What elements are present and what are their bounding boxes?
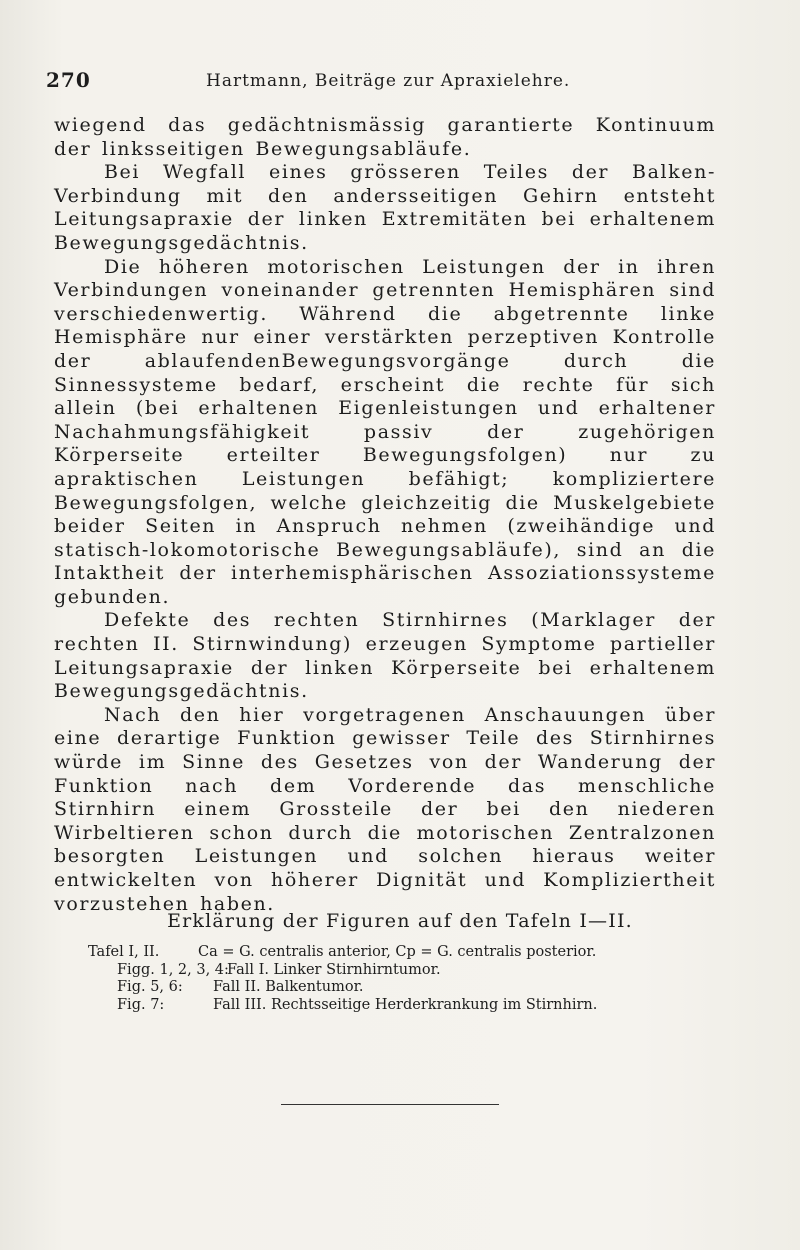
paragraph: Die höheren motorischen Leistungen der in ihren Verbindungen voneinander getrennten Hemisphären sind verschiedenwertig. Während die abgetrennte linke Hemisphäre nur einer verstärkten perzeptiven Kontrolle der ablaufendenBewegungsvorgänge durch die Sinnessysteme bedarf, erscheint die rechte für sich allein (bei erhaltenen Eigenleistungen und erhaltener Nachahmungsfähigkeit passiv der zugehörigen Körperseite erteilter Bewegungsfolgen) nur zu apraktischen Leistungen befähigt; kompliziertere Bewegungsfolgen, welche gleichzeitig die Muskelgebiete beider Seiten in Anspruch nehmen (zweihändige und statisch-lokomotorische Bewegungsabläufe), sind an die Intaktheit der interhemisphärischen Assoziationssysteme gebunden. bbox=[54, 255, 716, 608]
paragraph: Bei Wegfall eines grösseren Teiles der Balken-Verbindung mit den andersseitigen Gehirn entsteht Leitungsapraxie der linken Extremitäten bei erhaltenem Bewegungsgedächtnis. bbox=[54, 161, 716, 254]
legend-label: Figg. 1, 2, 3, 4: bbox=[117, 961, 229, 978]
legend-value: Ca = G. centralis anterior, Cp = G. centralis posterior. bbox=[198, 944, 597, 960]
body-text bbox=[54, 114, 716, 916]
legend-label: Fig. 5, 6: bbox=[117, 979, 183, 995]
legend-row bbox=[88, 944, 728, 962]
legend-row bbox=[88, 979, 728, 997]
figure-legend bbox=[88, 944, 728, 1014]
end-rule bbox=[281, 1104, 499, 1105]
legend-label: Fig. 7: bbox=[117, 996, 165, 1013]
legend-label: Tafel I, II. bbox=[88, 944, 160, 960]
paragraph: Defekte des rechten Stirnhirnes (Marklager der rechten II. Stirnwindung) erzeugen Symptome partieller Leitungsapraxie der linken Körperseite bei erhaltenem Bewegungsgedächtnis. bbox=[54, 609, 716, 703]
paragraph: wiegend das gedächtnismässig garantierte Kontinuum der linksseitigen Bewegungsabläufe. bbox=[54, 114, 716, 160]
page-header bbox=[46, 68, 726, 98]
legend-row bbox=[88, 962, 728, 980]
legend-value: Fall II. Balkentumor. bbox=[213, 979, 364, 995]
legend-row bbox=[88, 997, 728, 1015]
figure-legend-heading: Erklärung der Figuren auf den Tafeln I—II. bbox=[167, 910, 633, 932]
paragraph: Nach den hier vorgetragenen Anschauungen über eine derartige Funktion gewisser Teile des Stirnhirnes würde im Sinne des Gesetzes von der Wanderung der Funktion nach dem Vorderende das menschliche Stirnhirn einem Grossteile der bei den niederen Wirbeltieren schon durch die motorischen Zentralzonen besorgten Leistungen und solchen hieraus weiter entwickelten von höherer Dignität und Kompliziertheit vorzustehen haben. bbox=[54, 703, 716, 915]
legend-value: Fall III. Rechtsseitige Herderkrankung im Stirnhirn. bbox=[213, 996, 598, 1013]
running-title: Hartmann, Beiträge zur Apraxielehre. bbox=[206, 71, 571, 91]
page-number: 270 bbox=[46, 68, 91, 92]
legend-value: Fall I. Linker Stirnhirntumor. bbox=[227, 961, 441, 978]
